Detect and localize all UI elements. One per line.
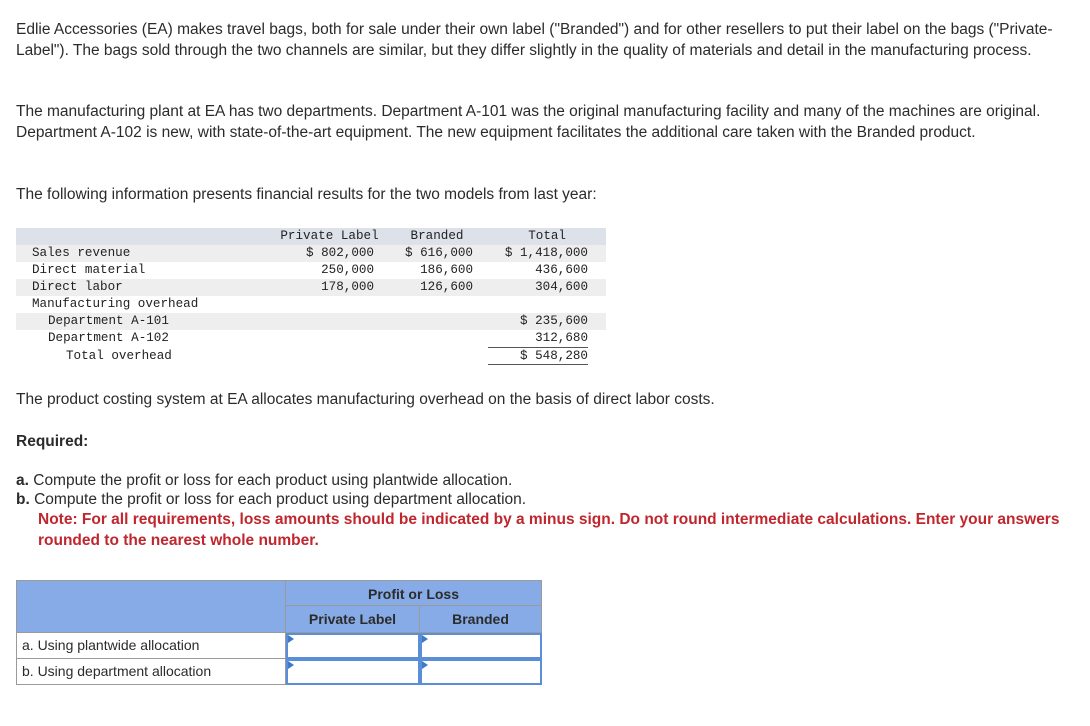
profit-or-loss-header: Profit or Loss (286, 580, 542, 606)
row-label: Department A-102 (48, 331, 169, 345)
requirement-a-text: Compute the profit or loss for each product using plantwide allocation. (28, 472, 513, 489)
row-label: Direct labor (32, 280, 123, 294)
col-header-branded: Branded (420, 606, 542, 633)
row-b-label: b. Using department allocation (16, 659, 286, 685)
input-b-private-label[interactable] (286, 659, 420, 685)
col-header-private-label: Private Label (286, 606, 420, 633)
instruction-note: Note: For all requirements, loss amounts should be indicated by a minus sign. Do not round intermediate calculations. Enter your answers rounded to the nearest whole number. (38, 511, 1060, 549)
input-a-private-label[interactable] (286, 633, 420, 659)
cell-total: $ 548,280 (519, 349, 588, 363)
financial-results-table (16, 228, 606, 366)
cell-total: $ 1,418,000 (504, 246, 588, 260)
cell-total: $ 235,600 (519, 314, 588, 328)
col-header-branded: Branded (410, 229, 464, 243)
cell-branded: 186,600 (420, 263, 473, 277)
cell-private-label: 250,000 (321, 263, 374, 277)
allocation-basis-text: The product costing system at EA allocates manufacturing overhead on the basis of direct labor costs. (16, 391, 715, 408)
cell-total: 436,600 (535, 263, 588, 277)
input-b-branded[interactable] (420, 659, 542, 685)
intro-paragraph-3: The following information presents financial results for the two models from last year: (16, 186, 597, 203)
cell-branded: $ 616,000 (404, 246, 473, 260)
intro-paragraph-1: Edlie Accessories (EA) makes travel bags, both for sale under their own label ("Branded") and for other resellers to put their label on the bags ("Private-Label"). The bags sold through the two channels are similar, but they differ slightly in the quality of materials and detail in the manufacturing process. (16, 21, 1053, 59)
input-marker-icon (422, 661, 428, 669)
answer-table (16, 580, 542, 685)
intro-paragraph-2: The manufacturing plant at EA has two departments. Department A-101 was the original manufacturing facility and many of the machines are original. Department A-102 is new, with state-of-the-art equipment. The new equipment facilitates the additional care taken with the Branded product. (16, 103, 1041, 141)
requirement-a (16, 471, 512, 491)
total-double-underline (488, 364, 588, 365)
cell-branded: 126,600 (420, 280, 473, 294)
input-marker-icon (288, 635, 294, 643)
row-a-label: a. Using plantwide allocation (16, 633, 286, 659)
row-label: Department A-101 (48, 314, 169, 328)
row-label: Direct material (32, 263, 146, 277)
row-label: Sales revenue (32, 246, 131, 260)
required-heading: Required: (16, 433, 89, 450)
cell-total: 304,600 (535, 280, 588, 294)
cell-private-label: 178,000 (321, 280, 374, 294)
requirement-b-letter: b. (16, 491, 30, 508)
row-label: Manufacturing overhead (32, 297, 199, 311)
input-marker-icon (288, 661, 294, 669)
answer-table-corner (16, 580, 286, 633)
input-marker-icon (422, 635, 428, 643)
cell-total: 312,680 (535, 331, 588, 345)
cell-private-label: $ 802,000 (305, 246, 374, 260)
requirement-b-text: Compute the profit or loss for each product using department allocation. (29, 491, 527, 508)
requirement-b (16, 490, 526, 510)
col-header-private-label: Private Label (280, 229, 379, 243)
requirement-a-letter: a. (16, 472, 29, 489)
row-label: Total overhead (66, 349, 172, 363)
input-a-branded[interactable] (420, 633, 542, 659)
col-header-total: Total (528, 229, 566, 243)
